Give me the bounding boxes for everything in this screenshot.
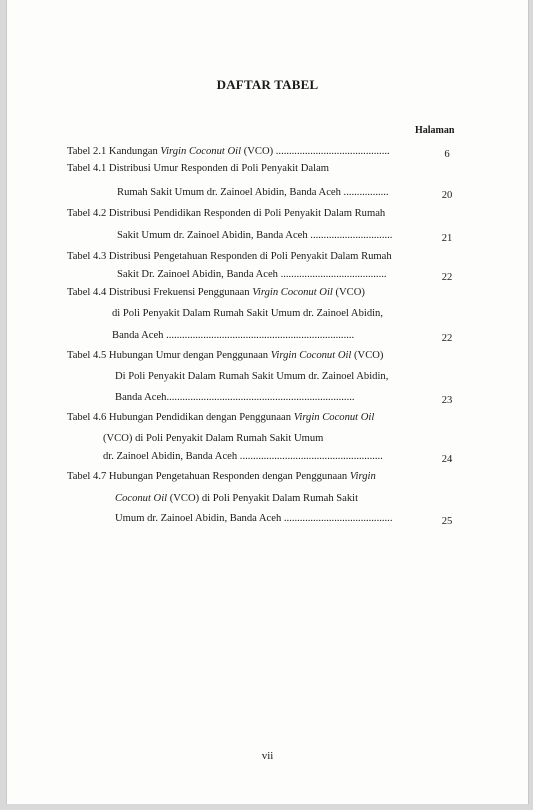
entry-segment: Tabel 4.6 Hubungan Pendidikan dengan Penggunaan <box>67 412 294 423</box>
document-page <box>6 0 529 804</box>
table-entry <box>7 286 528 300</box>
table-entry-continuation <box>7 307 528 321</box>
table-entry <box>7 145 528 159</box>
entry-segment: Umum dr. Zainoel Abidin, Banda Aceh ......................................... <box>115 513 393 524</box>
entry-page-number: 23 <box>441 395 453 406</box>
entry-segment: Rumah Sakit Umum dr. Zainoel Abidin, Banda Aceh ................. <box>117 187 389 198</box>
entry-segment: Tabel 4.4 Distribusi Frekuensi Penggunaan <box>67 287 253 298</box>
table-entry <box>7 470 528 484</box>
italic-term: Virgin Coconut Oil <box>293 412 375 423</box>
entry-text <box>117 229 427 243</box>
entry-text <box>67 207 467 221</box>
page-column-heading: Halaman <box>415 125 455 136</box>
page-title: DAFTAR TABEL <box>216 77 319 92</box>
entry-segment: Tabel 2.1 Kandungan <box>67 146 161 157</box>
entry-segment: Banda Aceh....................................................................... <box>115 392 355 403</box>
entry-segment: Tabel 4.1 Distribusi Umur Responden di Poli Penyakit Dalam <box>67 163 330 174</box>
entry-segment: Tabel 4.7 Hubungan Pengetahuan Responden dengan Penggunaan <box>67 471 350 482</box>
entry-segment: Sakit Dr. Zainoel Abidin, Banda Aceh ........................................ <box>117 269 387 280</box>
table-entry <box>7 411 528 425</box>
table-entry <box>7 349 528 363</box>
italic-term: Coconut Oil <box>115 493 168 504</box>
table-entry-continuation <box>7 268 528 282</box>
entry-page-number: 21 <box>441 233 453 244</box>
entry-segment: Tabel 4.5 Hubungan Umur dengan Penggunaan <box>67 350 271 361</box>
entry-segment: dr. Zainoel Abidin, Banda Aceh ...................................................... <box>103 451 383 462</box>
entry-text <box>115 492 467 506</box>
entry-text <box>115 370 467 384</box>
table-entry-continuation <box>7 512 528 526</box>
entry-segment: (VCO) ........................................... <box>241 146 390 157</box>
entry-segment: (VCO) <box>332 287 365 298</box>
entry-text <box>112 329 427 343</box>
table-entry-continuation <box>7 432 528 446</box>
table-entry-continuation <box>7 329 528 343</box>
entry-text <box>67 411 467 425</box>
entry-segment: di Poli Penyakit Dalam Rumah Sakit Umum dr. Zainoel Abidin, <box>112 308 384 319</box>
entry-text <box>67 286 467 300</box>
entry-segment: (VCO) <box>351 350 384 361</box>
entry-text <box>115 512 427 526</box>
table-entry <box>7 162 528 176</box>
entry-text <box>67 162 467 176</box>
entry-text <box>117 186 427 200</box>
entry-segment: Di Poli Penyakit Dalam Rumah Sakit Umum dr. Zainoel Abidin, <box>115 371 389 382</box>
entry-page-number: 25 <box>441 516 453 527</box>
table-entry <box>7 250 528 264</box>
table-entry-continuation <box>7 391 528 405</box>
entry-segment: (VCO) di Poli Penyakit Dalam Rumah Sakit Umum <box>103 433 324 444</box>
entry-text <box>117 268 427 282</box>
italic-term: Virgin Coconut Oil <box>252 287 333 298</box>
italic-term: Virgin Coconut Oil <box>160 146 242 157</box>
entry-segment: Banda Aceh ....................................................................... <box>112 330 355 341</box>
page-number: vii <box>261 750 274 762</box>
entry-segment: Tabel 4.3 Distribusi Pengetahuan Responden di Poli Penyakit Dalam Rumah <box>67 251 392 262</box>
entry-text <box>67 250 467 264</box>
italic-term: Virgin <box>349 471 376 482</box>
table-entry-continuation <box>7 370 528 384</box>
table-entry-continuation <box>7 229 528 243</box>
entry-page-number: 22 <box>441 272 453 283</box>
entry-text <box>67 349 467 363</box>
table-entry <box>7 207 528 221</box>
entry-segment: Sakit Umum dr. Zainoel Abidin, Banda Aceh ............................... <box>117 230 393 241</box>
entry-page-number: 20 <box>441 190 453 201</box>
entry-text <box>115 391 427 405</box>
entry-text <box>112 307 467 321</box>
entry-page-number: 24 <box>441 454 453 465</box>
entry-segment: (VCO) di Poli Penyakit Dalam Rumah Sakit <box>167 493 359 504</box>
entry-page-number: 22 <box>441 333 453 344</box>
entry-text <box>103 432 467 446</box>
italic-term: Virgin Coconut Oil <box>270 350 352 361</box>
table-entry-continuation <box>7 492 528 506</box>
entry-text <box>67 145 427 159</box>
table-entry-continuation <box>7 450 528 464</box>
entry-page-number: 6 <box>444 149 450 160</box>
entry-text <box>67 470 467 484</box>
entry-text <box>103 450 427 464</box>
table-entry-continuation <box>7 186 528 200</box>
entry-segment: Tabel 4.2 Distribusi Pendidikan Responden di Poli Penyakit Dalam Rumah <box>67 208 386 219</box>
